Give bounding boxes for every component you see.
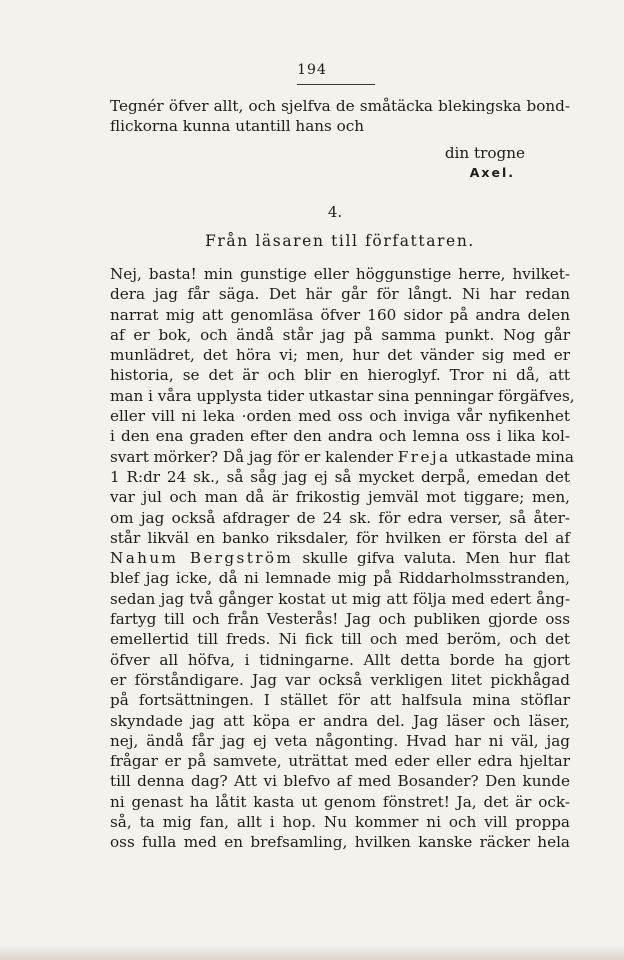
text-line: man i våra upplysta tider utkastar sina penningar förgäfves, bbox=[110, 386, 575, 405]
text-line: er förståndigare. Jag var också verkligen litet pickhågad bbox=[110, 670, 570, 689]
text-line: emellertid till freds. Ni fick till och med beröm, och det bbox=[110, 630, 570, 649]
text-line: nej, ändå får jag ej veta någonting. Hvad har ni väl, jag bbox=[110, 731, 570, 750]
text-line: skyndade jag att köpa er andra del. Jag läser och läser, bbox=[110, 711, 570, 730]
text-line: blef jag icke, då ni lemnade mig på Riddarholmsstranden, bbox=[110, 569, 570, 588]
text-line: historia, se det är och blir en hieroglyf. Tror ni då, att bbox=[110, 366, 570, 385]
text-line: oss fulla med en brefsamling, hvilken kanske räcker hela bbox=[110, 833, 570, 852]
letter-signature: Axel. bbox=[469, 165, 515, 180]
letter-body bbox=[110, 264, 575, 853]
text-line: 1 R:dr 24 sk., så såg jag ej så mycket derpå, emedan det bbox=[110, 467, 570, 486]
text-line: munlädret, det höra vi; men, hur det vänder sig med er bbox=[110, 346, 570, 365]
text-line: i den ena graden efter den andra och lemna oss i lika kol- bbox=[110, 427, 570, 446]
text-line: ni genast ha låtit kasta ut genom fönstret! Ja, det är ock- bbox=[110, 792, 570, 811]
text-line: till denna dag? Att vi blefvo af med Bosander? Den kunde bbox=[110, 772, 570, 791]
previous-letter-text bbox=[110, 96, 570, 137]
text-line: Tegnér öfver allt, och sjelfva de småtäcka blekingska bond- bbox=[110, 97, 570, 115]
text-line: af er bok, och ändå står jag på samma punkt. Nog går bbox=[110, 325, 570, 344]
text-fragment: skulle gifva valuta. Men hur flat bbox=[293, 549, 570, 568]
letter-closing: din trogne bbox=[444, 144, 525, 162]
text-line: öfver all höfva, i tidningarne. Allt detta borde ha gjort bbox=[110, 650, 570, 669]
spaced-name: Freja bbox=[397, 447, 451, 466]
text-line: frågar er på samvete, uträttat med eder eller edra hjeltar bbox=[110, 752, 570, 771]
text-fragment: svart mörker? Då jag för er kalender bbox=[110, 447, 398, 466]
text-line: på fortsättningen. I stället för att halfsula mina stöflar bbox=[110, 691, 570, 710]
text-line: sedan jag två gånger kostat ut mig att följa med edert ång- bbox=[110, 589, 570, 608]
spaced-name: Nahum Bergström bbox=[110, 549, 294, 568]
section-number: 4. bbox=[327, 203, 343, 221]
text-line: om jag också afdrager de 24 sk. för edra verser, så åter- bbox=[110, 508, 570, 527]
text-line: narrat mig att genomläsa öfver 160 sidor på andra delen bbox=[110, 305, 570, 324]
text-line: så, ta mig fan, allt i hop. Nu kommer ni och vill proppa bbox=[110, 813, 570, 832]
text-line: Nej, basta! min gunstige eller höggunstige herre, hvilket- bbox=[110, 265, 570, 283]
text-line: dera jag får säga. Det här går för långt. Ni har redan bbox=[110, 285, 570, 304]
page-number: 194 bbox=[297, 62, 327, 78]
text-line: fartyg till och från Vesterås! Jag och publiken gjorde oss bbox=[110, 610, 570, 629]
text-fragment: utkastade mina bbox=[450, 447, 574, 466]
text-line: var jul och man då är frikostig jemväl mot tiggare; men, bbox=[110, 488, 570, 507]
header-rule bbox=[297, 84, 375, 85]
text-line bbox=[110, 447, 574, 467]
text-line bbox=[110, 548, 570, 568]
page-edge-shadow bbox=[0, 945, 624, 960]
text-line: eller vill ni leka ·orden med oss och inviga vår nyfikenhet bbox=[110, 407, 570, 426]
text-line: står likväl en banko riksdaler, för hvilken er första del af bbox=[110, 528, 570, 547]
section-title: Från läsaren till författaren. bbox=[205, 232, 475, 250]
text-line: flickorna kunna utantill hans och bbox=[110, 117, 365, 136]
